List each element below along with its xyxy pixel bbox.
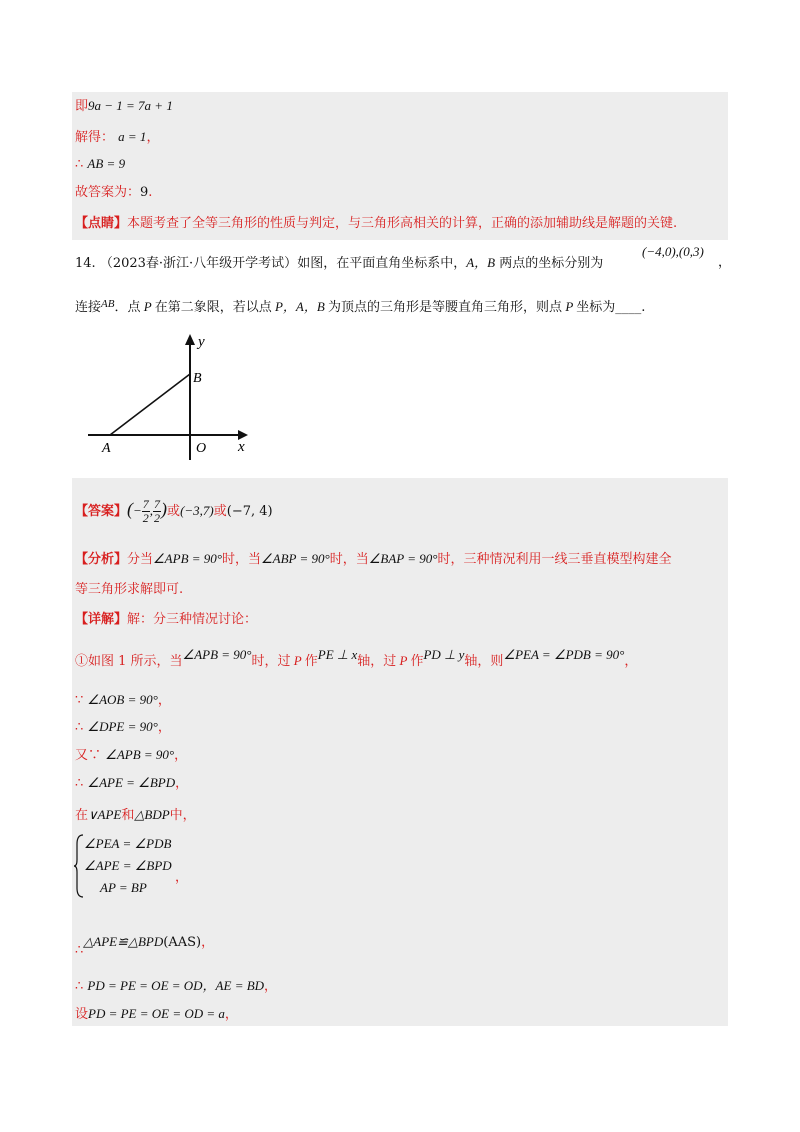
question-line-1: 14. （2023春·浙江·八年级开学考试）如图，在平面直角坐标系中，A，B 两点的坐标分别为 bbox=[75, 255, 604, 271]
point-b-label: B bbox=[193, 371, 202, 386]
prev-line-2: 解得： a = 1， bbox=[75, 129, 160, 145]
detail-step-6: ∴△APE≌△BPD(AAS)， bbox=[75, 934, 215, 958]
comment-line: 【点睛】本题考查了全等三角形的性质与判定，与三角形高相关的计算，正确的添加辅助线是解题的关键. bbox=[75, 216, 678, 231]
question-comma: ， bbox=[718, 255, 732, 270]
prev-line-3: ∴ AB = 9 bbox=[75, 156, 126, 172]
detail-step-2: ∴ ∠DPE = 90°， bbox=[75, 719, 171, 735]
system-eq-2: ∠APE = ∠BPD bbox=[84, 858, 172, 873]
y-label: y bbox=[198, 334, 205, 350]
question-number: 14. bbox=[75, 256, 96, 271]
system-brace bbox=[74, 834, 84, 898]
detail-step-1: ∵ ∠AOB = 90°， bbox=[75, 692, 171, 708]
prev-line-4: 故答案为：9. bbox=[75, 185, 153, 200]
x-label: x bbox=[238, 439, 245, 455]
y-arrow bbox=[185, 334, 195, 345]
system-eq-1: ∠PEA = ∠PDB bbox=[84, 836, 172, 851]
coordinate-figure bbox=[80, 330, 260, 460]
answer-tag: 【答案】 bbox=[75, 504, 128, 519]
question-coords: (−4,0),(0,3) bbox=[642, 244, 704, 259]
origin-label: O bbox=[196, 441, 207, 456]
detail-step-5: 在∨APE和△BDP中， bbox=[75, 807, 196, 823]
detail-step-8: 设PD = PE = OE = OD = a， bbox=[75, 1006, 238, 1022]
answer-line: 【答案】(− $\frac{7}{2}$ , $\frac{7}{2}$ )或(−3,7)或(−7, 4) bbox=[75, 497, 273, 525]
detail-intro: 【详解】解：分三种情况讨论： bbox=[75, 612, 258, 627]
detail-step-4: ∴ ∠APE = ∠BPD， bbox=[75, 775, 189, 791]
analysis-line-1: 【分析】分当∠APB = 90°时，当∠ABP = 90°时，当∠BAP = 90°时，三种情况利用一线三垂直模型构建全 bbox=[75, 551, 672, 567]
point-a-label: A bbox=[102, 441, 111, 456]
detail-step-7: ∴ PD = PE = OE = OD，AE = BD， bbox=[75, 978, 278, 994]
system-end: ， bbox=[175, 870, 189, 885]
answer-blank: ____ bbox=[615, 300, 642, 315]
system-eq-3: AP = BP bbox=[100, 880, 147, 895]
segment-ab bbox=[110, 374, 190, 435]
detail-step-3: 又∵ ∠APB = 90°， bbox=[75, 747, 188, 763]
question-line-2: 连接$^{AB}$．点 P 在第二象限，若以点 P，A，B 为顶点的三角形是等腰直角三角形，则点 P 坐标为____. bbox=[75, 298, 646, 315]
analysis-line-2: 等三角形求解即可. bbox=[75, 582, 184, 597]
prev-line-1: 即9a − 1 = 7a + 1 bbox=[75, 98, 173, 114]
detail-case-1: ①如图 1 所示，当∠APB = 90°时，过 P 作PE ⊥ x轴，过 P 作PD ⊥ y轴，则∠PEA = ∠PDB = 90°， bbox=[75, 647, 638, 669]
